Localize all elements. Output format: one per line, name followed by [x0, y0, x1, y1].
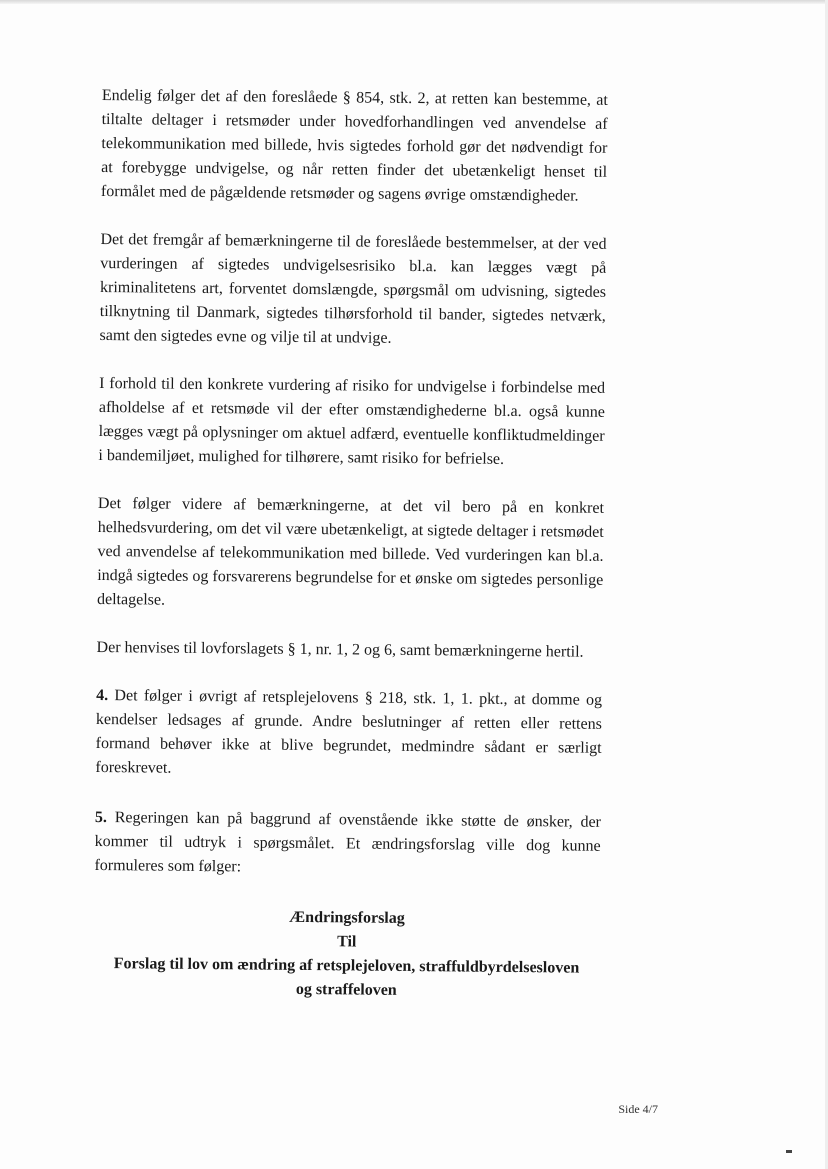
- section-5: [94, 806, 601, 883]
- section-4-text: Det følger i øvrigt af retsplejelovens § 218, stk. 1, 1. pkt., at domme og kendelser ledsages af grunde. Andre beslutninger af retten eller rettens formand behøver ikke at blive begrundet, medmindre sådant er særligt foreskrevet.: [95, 687, 603, 777]
- section-4: [95, 684, 602, 785]
- paragraph-1: Endelig følger det af den foreslåede § 854, stk. 2, at retten kan bestemme, at tiltalte deltager i retsmøder under hovedforhandlingen ved anvendelse af telekommunikation med billede, hvis sigtedes forhold gør det nødvendigt for at forebygge undvigelse, og når retten finder det ubetænkeligt henset til formålet med de pågældende retsmøder og sagens øvrige omstændigheder.: [100, 86, 608, 205]
- section-4-number: 4.: [96, 686, 109, 705]
- amendment-title-line-1: Forslag til lov om ændring af retsplejeloven, straffuldbyrdelsesloven: [113, 955, 580, 977]
- page-number: Side 4/7: [618, 1102, 658, 1116]
- section-5-number: 5.: [94, 808, 108, 827]
- paragraph-5: Der henvises til lovforslagets § 1, nr. 1, 2 og 6, samt bemærkningerne hertil.: [96, 638, 584, 661]
- paragraph-4: Det følger videre af bemærkningerne, at det vil bero på en konkret helhedsvurdering, om det vil være ubetænkeligt, at sigtede deltager i retsmødet ved anvendelse af telekommunikation med billede. Ved vurderingen kan bl.a. indgå sigtedes og forsvarerens begrundelse for et ønske om sigtedes personlige deltagelse.: [96, 494, 605, 609]
- document-body: [93, 84, 608, 1005]
- amendment-title-line-2: og straffeloven: [295, 980, 397, 999]
- amendment-til: Til: [337, 933, 357, 951]
- scan-top-edge: [0, 0, 828, 4]
- amendment-block: [93, 904, 600, 1005]
- paragraph-2: Det det fremgår af bemærkningerne til de foreslåede bestemmelser, at der ved vurderingen af sigtedes undvigelsesrisiko bl.a. kan lægges vægt på kriminalitetens art, forventet domslængde, spørgsmål om udvisning, sigtedes tilknytning til Danmark, sigtedes tilhørsforhold til bander, sigtedes netværk, samt den sigtedes evne og vilje til at undvige.: [99, 230, 607, 347]
- amendment-heading: Ændringsforslag: [289, 908, 405, 927]
- scan-mark: [786, 1150, 792, 1153]
- paragraph-3: I forhold til den konkrete vurdering af risiko for undvigelse i forbindelse med afholdelse af et retsmøde vil der efter omstændighederne bl.a. også kunne lægges vægt på oplysninger om aktuel adfærd, eventuelle konfliktudmeldinger i bandemiljøet, mulighed for tilhørere, samt risiko for befrielse.: [98, 374, 606, 468]
- section-5-text: Regeringen kan på baggrund af ovenstående ikke støtte de ønsker, der kommer til udtryk i spørgsmålet. Et ændringsforslag ville dog kunne formuleres som følger:: [94, 809, 602, 876]
